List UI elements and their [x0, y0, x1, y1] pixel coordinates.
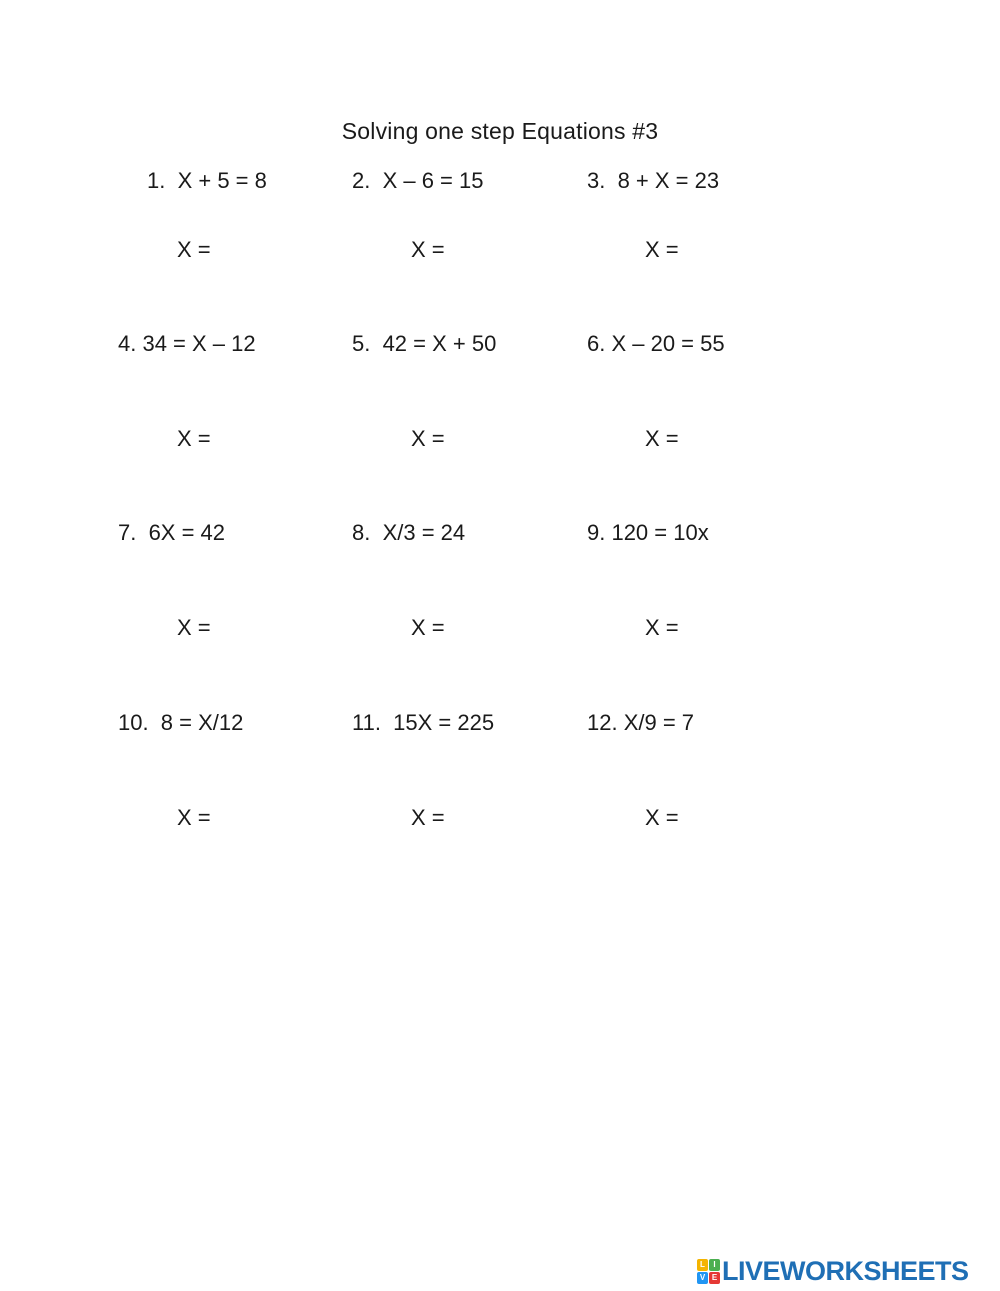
problem-12-answer-prompt: X = [645, 805, 679, 830]
problem-8-answer-prompt: X = [411, 615, 445, 640]
problem-6-equation: 6. X – 20 = 55 [587, 331, 725, 356]
liveworksheets-logo-icon [697, 1259, 720, 1284]
problem-5-equation: 5. 42 = X + 50 [352, 331, 497, 356]
problem-8-equation: 8. X/3 = 24 [352, 520, 466, 545]
problem-12-equation: 12. X/9 = 7 [587, 710, 695, 735]
logo-letter-i: I [709, 1259, 720, 1271]
problem-4-answer-prompt: X = [177, 426, 211, 451]
problem-1-equation: 1. X + 5 = 8 [147, 168, 267, 193]
problem-11-equation: 11. 15X = 225 [352, 710, 495, 735]
problem-10-equation: 10. 8 = X/12 [118, 710, 244, 735]
problem-10-answer-prompt: X = [177, 805, 211, 830]
problem-4-equation: 4. 34 = X – 12 [118, 331, 256, 356]
problem-2-answer-prompt: X = [411, 237, 445, 262]
logo-letter-v: V [697, 1272, 708, 1284]
logo-letter-e: E [709, 1272, 720, 1284]
problem-3-answer-prompt: X = [645, 237, 679, 262]
problem-6-answer-prompt: X = [645, 426, 679, 451]
problem-2-equation: 2. X – 6 = 15 [352, 168, 484, 193]
liveworksheets-brand-text: LIVEWORKSHEETS [722, 1255, 969, 1286]
problem-3-equation: 3. 8 + X = 23 [587, 168, 720, 193]
problem-9-equation: 9. 120 = 10x [587, 520, 709, 545]
problem-9-answer-prompt: X = [645, 615, 679, 640]
problem-5-answer-prompt: X = [411, 426, 445, 451]
problem-1-answer-prompt: X = [177, 237, 211, 262]
problem-11-answer-prompt: X = [411, 805, 445, 830]
problem-7-equation: 7. 6X = 42 [118, 520, 226, 545]
worksheet-title: Solving one step Equations #3 [341, 118, 659, 144]
liveworksheets-logo [697, 1256, 969, 1286]
logo-letter-l: L [697, 1259, 708, 1271]
problem-7-answer-prompt: X = [177, 615, 211, 640]
